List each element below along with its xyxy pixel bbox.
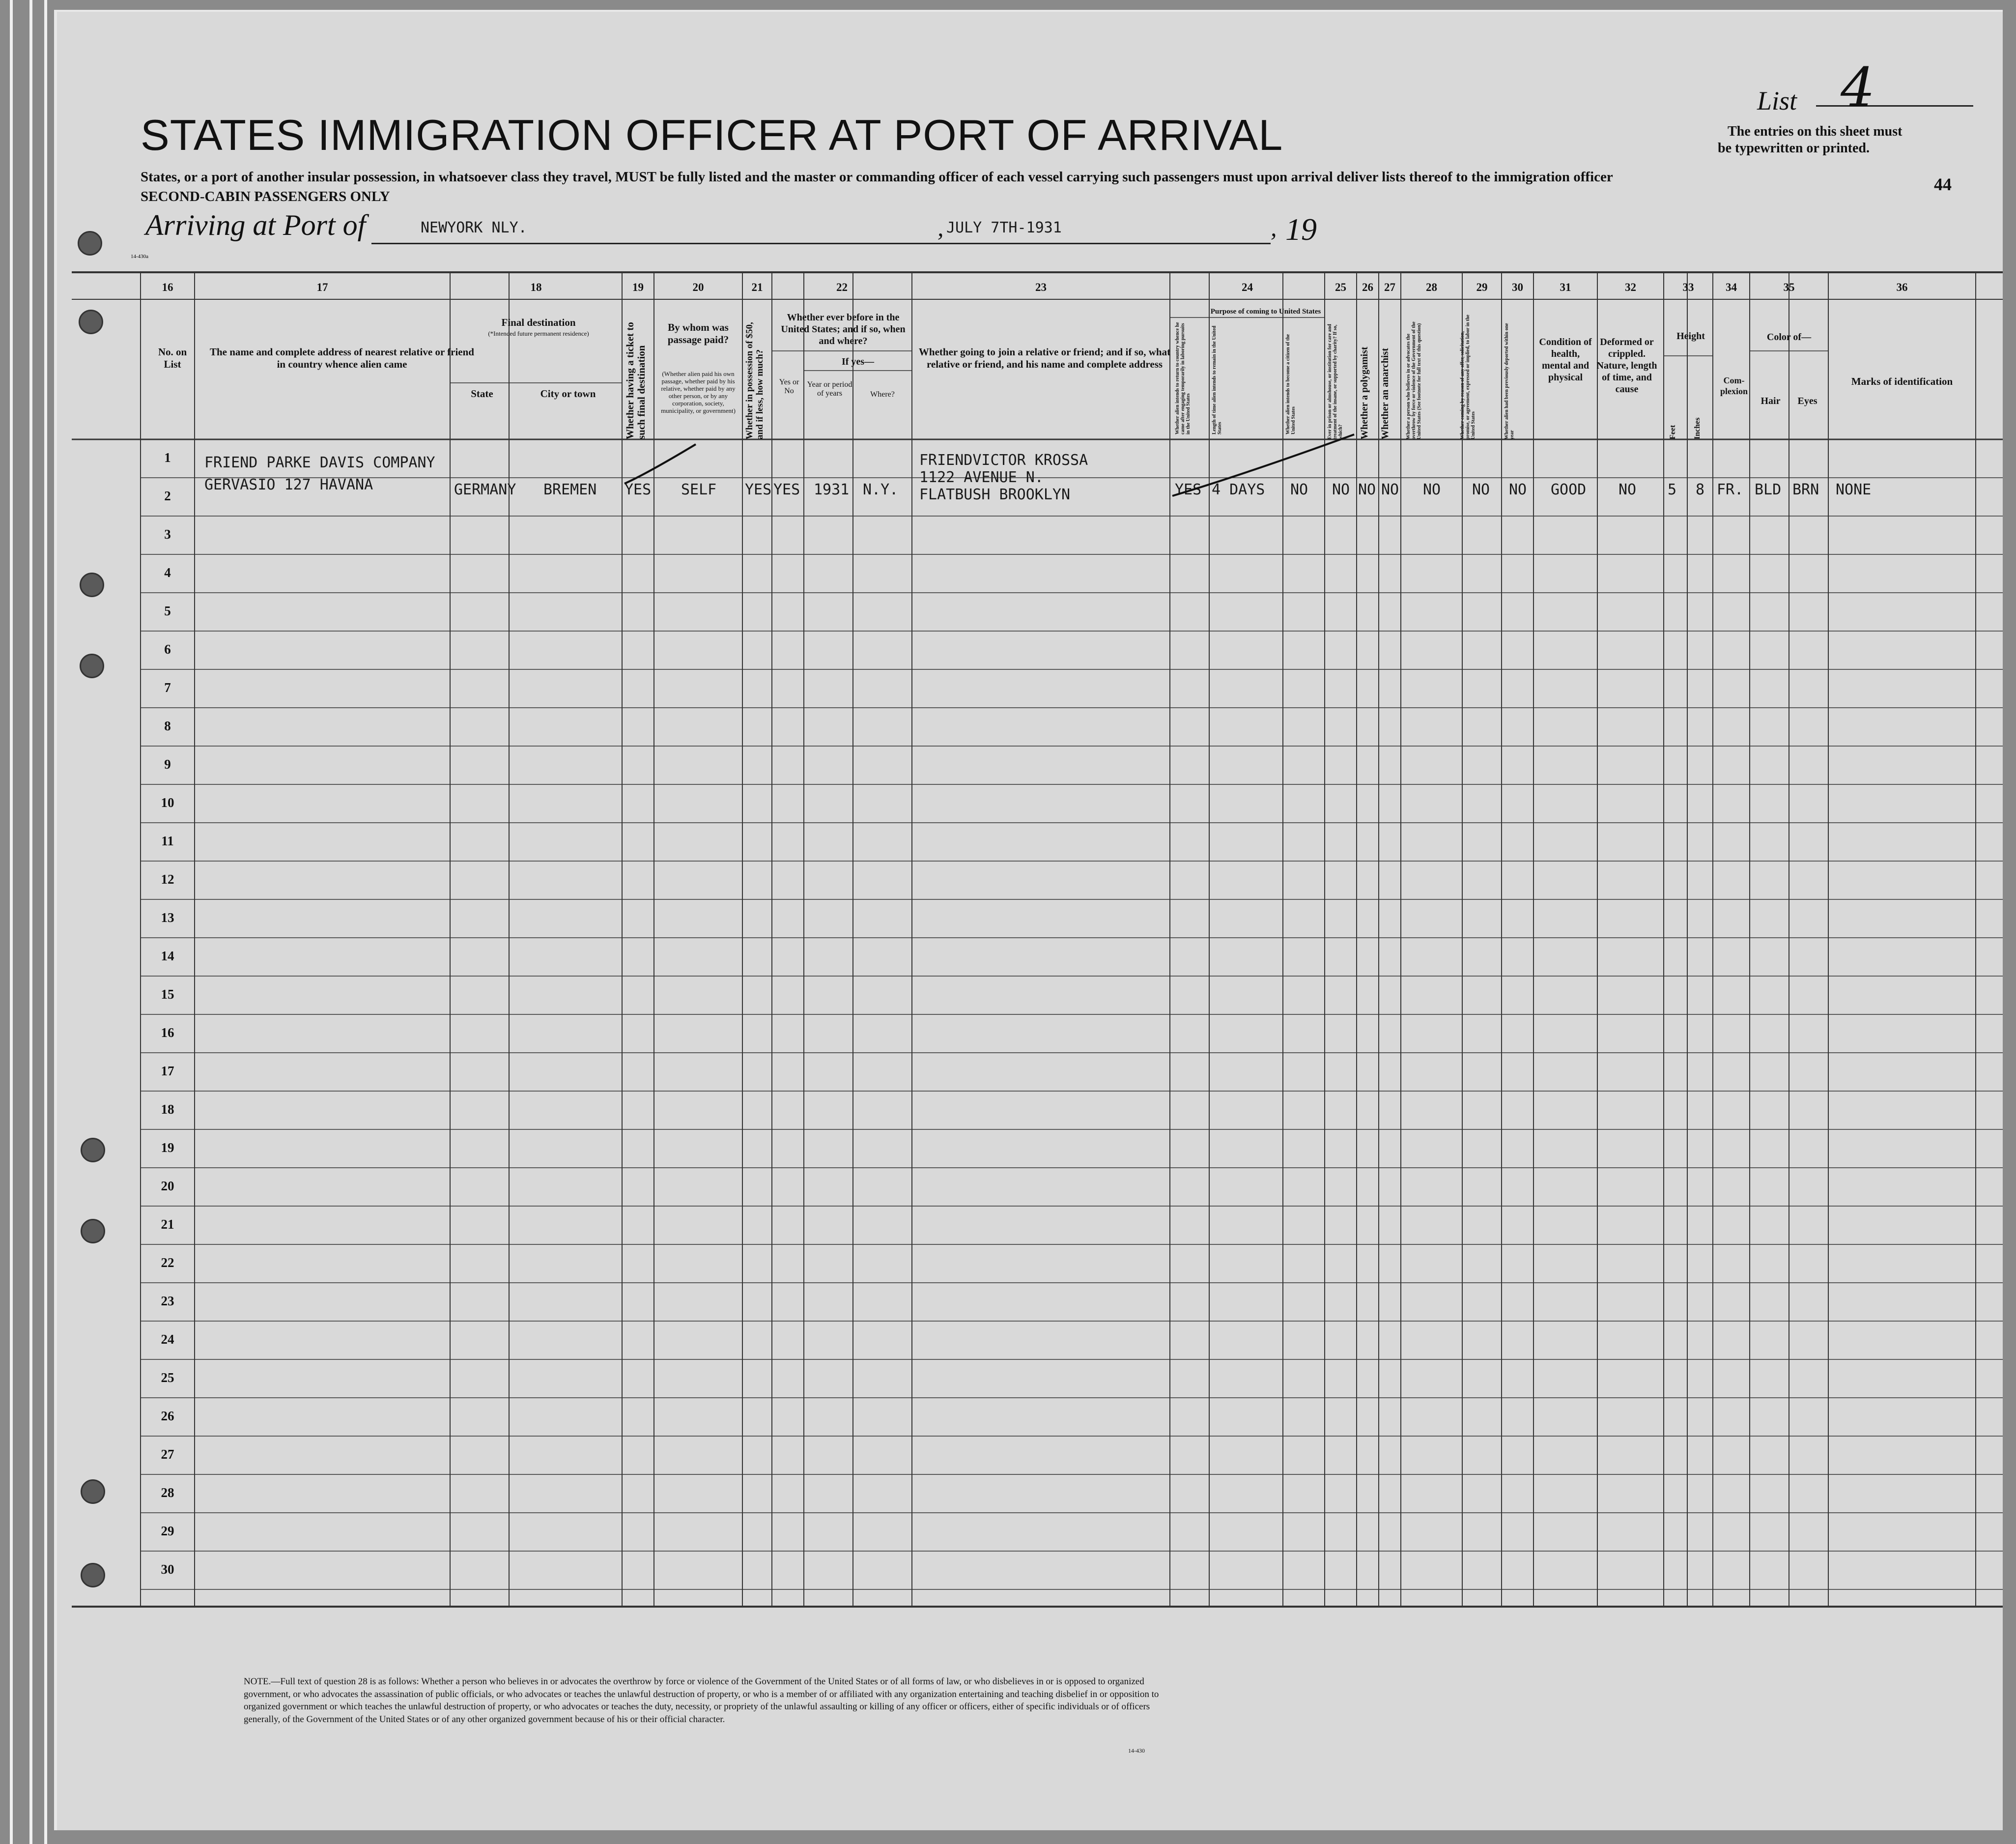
- header-height: Height: [1676, 331, 1705, 342]
- row-number: 7: [164, 680, 171, 695]
- row-number: 26: [161, 1409, 174, 1423]
- footnote-code: 14-430: [1128, 1747, 1145, 1754]
- entry-overthrow: NO: [1423, 481, 1441, 498]
- header-eyes: Eyes: [1797, 396, 1817, 406]
- entry-inches: 8: [1696, 481, 1705, 498]
- entry-health: GOOD: [1551, 481, 1587, 498]
- year-prefix: 19: [1285, 212, 1317, 247]
- column-number-c16: 16: [162, 281, 173, 293]
- row-number: 30: [161, 1562, 174, 1577]
- row-number: 3: [164, 527, 171, 542]
- row-number: 10: [161, 795, 174, 810]
- date-value: JULY 7TH-1931: [946, 219, 1062, 236]
- header-nearest-relative: The name and complete address of nearest relative or friend in country whence alien came: [210, 346, 474, 371]
- header-return-intent: Whether alien intends to return to country whence he came after engaging temporarily in laboring pursuits in the United States: [1175, 322, 1191, 434]
- entry-before-year: 1931: [814, 481, 850, 498]
- row-number: 6: [164, 642, 171, 657]
- column-number-c17: 17: [316, 281, 328, 293]
- row-number: 18: [161, 1102, 174, 1117]
- binder-hole: [81, 1563, 105, 1587]
- column-number-c29: 29: [1476, 281, 1488, 293]
- entry-complexion: FR.: [1717, 481, 1744, 498]
- column-number-c31: 31: [1560, 281, 1571, 293]
- entry-labor-offer: NO: [1472, 481, 1490, 498]
- form-code: 14-430a: [131, 254, 149, 259]
- footnote-text: NOTE.—Full text of question 28 is as follows: Whether a person who believes in or advocates the overthrow by force or violence of the Government of the United States or of all forms of law, or who disbelieves in or is opposed to organized government, or who advocates the assassination of public officials, or who advocates or teaches the unlawful destruction of property, or who is a member of or affiliated with any organization entertaining and teaching disbelief in or opposition to organized government or which teaches the unlawful destruction of property, or who advocates or teaches the duty, necessity, or propriety of the unlawful assaulting or killing of any officer or officers, either of specific individuals or of officers generally, of the Government of the United States or of any other organized government because of his or their official character.: [244, 1676, 1159, 1725]
- entry-paid-by: SELF: [681, 481, 717, 498]
- entry-citizen: NO: [1290, 481, 1308, 498]
- column-number-c18: 18: [530, 281, 542, 293]
- entry-join-line1: FRIENDVICTOR KROSSA: [919, 452, 1088, 469]
- column-number-c36: 36: [1896, 281, 1908, 293]
- column-number-c26: 26: [1362, 281, 1373, 293]
- header-join-relative: Whether going to join a relative or friend; and if so, what relative or friend, and his name and complete address: [918, 346, 1171, 371]
- binder-hole: [81, 1138, 105, 1162]
- column-number-c24: 24: [1242, 281, 1253, 293]
- row-number: 14: [161, 949, 174, 963]
- paper-edge: [29, 0, 32, 1844]
- header-complexion: Com-plexion: [1720, 375, 1748, 396]
- binder-hole: [78, 231, 102, 256]
- header-feet: Feet: [1669, 425, 1677, 439]
- entry-prison: NO: [1332, 481, 1350, 498]
- header-deported: Whether alien had been previously deported within one year: [1504, 323, 1515, 439]
- header-anarchist: Whether an anarchist: [1380, 348, 1391, 439]
- comma: ,: [937, 214, 944, 241]
- row-number: 24: [161, 1332, 174, 1347]
- entry-anarchist: NO: [1381, 481, 1399, 498]
- header-prison: Ever in prison or almshouse, or institution for care and treatment of the insane, or supported by charity? If so, which?: [1327, 324, 1343, 439]
- entry-marks: NONE: [1836, 481, 1872, 498]
- binder-hole: [81, 1219, 105, 1243]
- binder-hole: [80, 654, 104, 678]
- row-number: 22: [161, 1255, 174, 1270]
- entry-money: YES: [745, 481, 772, 498]
- column-number-c22: 22: [836, 281, 848, 293]
- header-overthrow: Whether a person who believes in or advocates the overthrow by force or violence of the Government of the United States (See footnote for full text of this question): [1406, 321, 1422, 439]
- entry-deported: NO: [1509, 481, 1527, 498]
- entry-relative-line1: FRIEND PARKE DAVIS COMPANY: [204, 454, 435, 471]
- check-stroke: [625, 444, 696, 484]
- paper-edge: [44, 0, 47, 1844]
- row-number: 11: [161, 834, 174, 848]
- entry-city: BREMEN: [543, 481, 597, 498]
- header-polygamist: Whether a polygamist: [1359, 346, 1370, 439]
- page-title: STATES IMMIGRATION OFFICER AT PORT OF ARRIVAL: [141, 111, 1283, 159]
- entries-note-line2: be typewritten or printed.: [1718, 141, 1870, 156]
- entry-eyes: BRN: [1792, 481, 1819, 498]
- row-number: 28: [161, 1485, 174, 1500]
- header-final-destination-note: (*Intended future permanent residence): [488, 330, 589, 337]
- header-purpose: Purpose of coming to United States: [1210, 308, 1321, 316]
- instruction-text: States, or a port of another insular possession, in whatsoever class they travel, MUST be fully listed and the master or commanding officer of each vessel carrying such passengers must upon arrival deliver lists thereof to the immigration officer: [141, 169, 1613, 185]
- row-number: 15: [161, 987, 174, 1002]
- row-number: 23: [161, 1294, 174, 1308]
- column-number-c34: 34: [1726, 281, 1737, 293]
- header-deformed: Deformed or crippled. Nature, length of time, and cause: [1596, 337, 1657, 395]
- header-length-stay: Length of time alien intends to remain in the United States: [1212, 325, 1222, 434]
- list-label: List: [1757, 86, 1797, 115]
- column-number-c20: 20: [692, 281, 704, 293]
- row-number: 4: [164, 565, 171, 580]
- binder-hole: [80, 573, 104, 597]
- entry-hair: BLD: [1755, 481, 1782, 498]
- header-color-of: Color of—: [1766, 332, 1812, 343]
- header-where: Where?: [870, 390, 895, 399]
- entry-length-stay: 4 DAYS: [1212, 481, 1265, 498]
- header-yes-no: Yes or No: [779, 378, 799, 396]
- class-line: SECOND-CABIN PASSENGERS ONLY: [141, 189, 390, 204]
- column-number-c23: 23: [1035, 281, 1047, 293]
- binder-hole: [81, 1479, 105, 1504]
- row-number: 21: [161, 1217, 174, 1232]
- row-number: 20: [161, 1179, 174, 1193]
- row-number: 1: [164, 450, 171, 465]
- header-inches: Inches: [1693, 417, 1702, 439]
- header-hair: Hair: [1760, 396, 1781, 406]
- column-number-c30: 30: [1512, 281, 1523, 293]
- row-number: 17: [161, 1064, 174, 1078]
- page-number: 44: [1934, 174, 1952, 194]
- row-number: 27: [161, 1447, 174, 1462]
- row-number: 8: [164, 719, 171, 733]
- entry-before-where: N.Y.: [863, 481, 899, 498]
- entry-ticket: YES: [625, 481, 652, 498]
- comma: ,: [1271, 214, 1277, 241]
- paper-edge: [10, 0, 13, 1844]
- port-value: NEWYORK NLY.: [421, 219, 527, 236]
- entry-join-line3: FLATBUSH BROOKLYN: [919, 486, 1071, 503]
- header-health: Condition of health, mental and physical: [1539, 337, 1592, 383]
- header-labor-offer: Whether coming by reason of any offer, solicitation, promise, or agreement, expressed or implied, to labor in the United States: [1460, 315, 1476, 439]
- entry-join-line2: 1122 AVENUE N.: [919, 469, 1044, 486]
- header-marks: Marks of identification: [1851, 375, 1953, 387]
- row-number: 29: [161, 1524, 174, 1538]
- entry-return-intent: YES: [1175, 481, 1202, 498]
- header-ever-before: Whether ever before in the United States; and if so, when and where?: [781, 312, 906, 346]
- row-number: 13: [161, 910, 174, 925]
- entries-note-line1: The entries on this sheet must: [1728, 124, 1902, 139]
- column-number-c19: 19: [632, 281, 644, 293]
- row-number: 25: [161, 1370, 174, 1385]
- header-passage-paid: By whom was passage paid?: [667, 321, 729, 346]
- row-number: 12: [161, 872, 174, 887]
- entry-before-yesno: YES: [773, 481, 800, 498]
- entry-relative-line2: GERVASIO 127 HAVANA: [204, 476, 373, 493]
- column-number-c21: 21: [751, 281, 763, 293]
- check-stroke: [1172, 434, 1354, 496]
- arriving-label: Arriving at Port of: [145, 209, 366, 241]
- entry-feet: 5: [1668, 481, 1677, 498]
- header-no-on-list: No. on List: [158, 346, 187, 371]
- header-passage-paid-note: (Whether alien paid his own passage, whether paid by his relative, whether paid by any other person, or by any corporation, society, municipality, or government): [661, 370, 736, 414]
- entry-state: GERMANY: [454, 481, 516, 498]
- row-number: 16: [161, 1025, 174, 1040]
- row-number: 19: [161, 1140, 174, 1155]
- row-number: 2: [164, 489, 171, 503]
- header-citizen: Whether alien intends to become a citizen of the United States: [1285, 334, 1296, 434]
- header-ticket: Whether having a ticket to such final destination: [624, 322, 648, 439]
- column-number-c25: 25: [1335, 281, 1346, 293]
- header-fifty-dollars: Whether in possession of $50, and if less, how much?: [744, 322, 765, 439]
- manifest-sheet: [54, 10, 2003, 1830]
- entry-deformed: NO: [1618, 481, 1637, 498]
- column-number-c35: 35: [1783, 281, 1795, 293]
- pen-marks: [57, 12, 2003, 1830]
- header-if-yes: If yes—: [841, 356, 875, 367]
- column-number-c32: 32: [1625, 281, 1636, 293]
- row-number: 9: [164, 757, 171, 772]
- header-city: City or town: [540, 388, 596, 400]
- row-number: 5: [164, 604, 171, 618]
- binder-hole: [79, 310, 103, 334]
- entry-polygamist: NO: [1358, 481, 1376, 498]
- header-state: State: [471, 388, 493, 400]
- column-number-c27: 27: [1384, 281, 1395, 293]
- list-number: 4: [1841, 56, 1875, 119]
- column-number-c33: 33: [1682, 281, 1694, 293]
- header-year: Year or period of years: [807, 380, 852, 398]
- header-final-destination: Final destination: [501, 317, 576, 328]
- column-number-c28: 28: [1426, 281, 1437, 293]
